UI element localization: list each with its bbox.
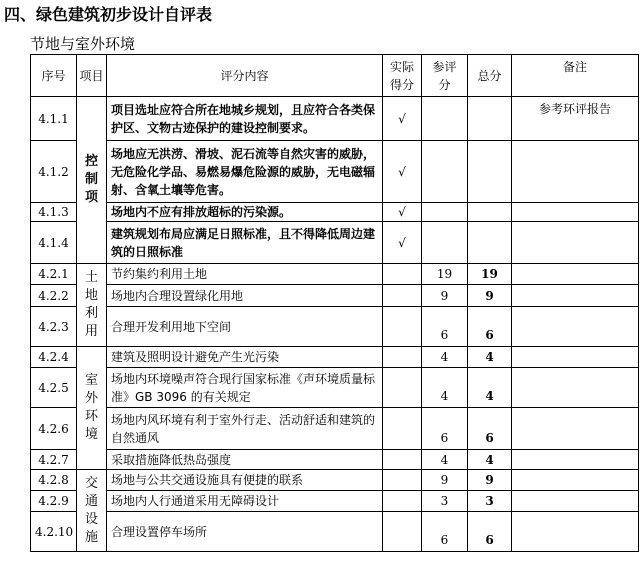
row-total: 19 bbox=[468, 264, 512, 285]
table-row bbox=[31, 264, 639, 285]
row-actual: √ bbox=[383, 222, 422, 264]
row-number: 4.1.4 bbox=[31, 222, 77, 264]
section-heading: 四、绿色建筑初步设计自评表 bbox=[4, 5, 213, 24]
table-row bbox=[31, 450, 639, 470]
row-number: 4.2.5 bbox=[31, 368, 77, 408]
group-traffic-facilities: 交通设施 bbox=[77, 470, 107, 552]
row-ref: 9 bbox=[422, 285, 468, 307]
row-remark bbox=[512, 491, 639, 512]
row-ref: 4 bbox=[422, 347, 468, 368]
table-row bbox=[31, 97, 639, 141]
row-ref: 6 bbox=[422, 512, 468, 552]
row-total: 3 bbox=[468, 491, 512, 512]
row-content: 节约集约利用土地 bbox=[107, 264, 383, 285]
row-actual bbox=[383, 264, 422, 285]
row-actual bbox=[383, 285, 422, 307]
row-total bbox=[468, 97, 512, 141]
row-remark bbox=[512, 512, 639, 552]
row-remark bbox=[512, 408, 639, 450]
row-number: 4.1.3 bbox=[31, 203, 77, 222]
row-number: 4.2.1 bbox=[31, 264, 77, 285]
table-row bbox=[31, 470, 639, 491]
row-actual bbox=[383, 512, 422, 552]
header-actual-score: 实际得分 bbox=[383, 55, 422, 97]
row-remark bbox=[512, 450, 639, 470]
header-content: 评分内容 bbox=[107, 55, 383, 97]
row-total bbox=[468, 222, 512, 264]
row-ref: 9 bbox=[422, 470, 468, 491]
header-item: 项目 bbox=[77, 55, 107, 97]
table-caption: 节地与室外环境 bbox=[30, 35, 136, 53]
row-ref bbox=[422, 203, 468, 222]
table-row bbox=[31, 347, 639, 368]
self-evaluation-table bbox=[30, 54, 639, 552]
header-row bbox=[31, 55, 639, 97]
row-ref: 4 bbox=[422, 450, 468, 470]
row-total: 9 bbox=[468, 470, 512, 491]
row-total bbox=[468, 141, 512, 203]
row-actual: √ bbox=[383, 141, 422, 203]
row-actual bbox=[383, 491, 422, 512]
row-content: 采取措施降低热岛强度 bbox=[107, 450, 383, 470]
row-number: 4.2.3 bbox=[31, 307, 77, 347]
table-row bbox=[31, 222, 639, 264]
row-ref: 19 bbox=[422, 264, 468, 285]
table-row bbox=[31, 491, 639, 512]
row-content: 场地与公共交通设施具有便捷的联系 bbox=[107, 470, 383, 491]
row-actual bbox=[383, 368, 422, 408]
row-content: 合理设置停车场所 bbox=[107, 512, 383, 552]
row-ref: 6 bbox=[422, 408, 468, 450]
table-row bbox=[31, 408, 639, 450]
row-content: 项目选址应符合所在地城乡规划，且应符合各类保护区、文物古迹保护的建设控制要求。 bbox=[107, 97, 383, 141]
group-outdoor-environment: 室外环境 bbox=[77, 347, 107, 470]
row-actual bbox=[383, 347, 422, 368]
row-total: 4 bbox=[468, 347, 512, 368]
header-total: 总分 bbox=[468, 55, 512, 97]
row-content: 场地应无洪涝、滑坡、泥石流等自然灾害的威胁，无危险化学品、易燃易爆危险源的威胁，无电磁辐射、含氧土壤等危害。 bbox=[107, 141, 383, 203]
row-remark bbox=[512, 285, 639, 307]
row-total: 4 bbox=[468, 368, 512, 408]
row-actual: √ bbox=[383, 203, 422, 222]
row-ref bbox=[422, 141, 468, 203]
table-row bbox=[31, 368, 639, 408]
group-land-use: 土地利用 bbox=[77, 264, 107, 347]
row-content: 建筑及照明设计避免产生光污染 bbox=[107, 347, 383, 368]
row-remark bbox=[512, 141, 639, 203]
row-total: 4 bbox=[468, 450, 512, 470]
row-actual bbox=[383, 470, 422, 491]
row-number: 4.1.1 bbox=[31, 97, 77, 141]
header-remark: 备注 bbox=[512, 55, 639, 97]
table-row bbox=[31, 512, 639, 552]
row-number: 4.2.4 bbox=[31, 347, 77, 368]
table-row bbox=[31, 141, 639, 203]
group-control: 控制项 bbox=[77, 97, 107, 264]
row-actual bbox=[383, 450, 422, 470]
row-number: 4.2.9 bbox=[31, 491, 77, 512]
row-remark bbox=[512, 470, 639, 491]
row-content: 场地内人行通道采用无障碍设计 bbox=[107, 491, 383, 512]
row-remark bbox=[512, 347, 639, 368]
row-number: 4.2.6 bbox=[31, 408, 77, 450]
table-row bbox=[31, 203, 639, 222]
row-content: 场地内合理设置绿化用地 bbox=[107, 285, 383, 307]
row-actual: √ bbox=[383, 97, 422, 141]
row-ref bbox=[422, 222, 468, 264]
row-content: 建筑规划布局应满足日照标准，且不得降低周边建筑的日照标准 bbox=[107, 222, 383, 264]
row-ref: 4 bbox=[422, 368, 468, 408]
row-remark: 参考环评报告 bbox=[512, 97, 639, 141]
table-row bbox=[31, 307, 639, 347]
header-no: 序号 bbox=[31, 55, 77, 97]
row-content: 场地内风环境有利于室外行走、活动舒适和建筑的自然通风 bbox=[107, 408, 383, 450]
row-remark bbox=[512, 203, 639, 222]
row-ref: 6 bbox=[422, 307, 468, 347]
row-number: 4.1.2 bbox=[31, 141, 77, 203]
row-number: 4.2.8 bbox=[31, 470, 77, 491]
row-remark bbox=[512, 368, 639, 408]
row-total: 9 bbox=[468, 285, 512, 307]
row-number: 4.2.7 bbox=[31, 450, 77, 470]
header-reference-score: 参评分 bbox=[422, 55, 468, 97]
row-remark bbox=[512, 307, 639, 347]
row-content: 合理开发利用地下空间 bbox=[107, 307, 383, 347]
table-row bbox=[31, 285, 639, 307]
row-remark bbox=[512, 222, 639, 264]
row-content: 场地内环境噪声符合现行国家标准《声环境质量标准》GB 3096 的有关规定 bbox=[107, 368, 383, 408]
row-actual bbox=[383, 307, 422, 347]
row-remark bbox=[512, 264, 639, 285]
row-total: 6 bbox=[468, 307, 512, 347]
row-content: 场地内不应有排放超标的污染源。 bbox=[107, 203, 383, 222]
row-ref bbox=[422, 97, 468, 141]
row-total: 6 bbox=[468, 512, 512, 552]
row-total bbox=[468, 203, 512, 222]
row-number: 4.2.2 bbox=[31, 285, 77, 307]
row-total: 6 bbox=[468, 408, 512, 450]
row-actual bbox=[383, 408, 422, 450]
row-ref: 3 bbox=[422, 491, 468, 512]
row-number: 4.2.10 bbox=[31, 512, 77, 552]
